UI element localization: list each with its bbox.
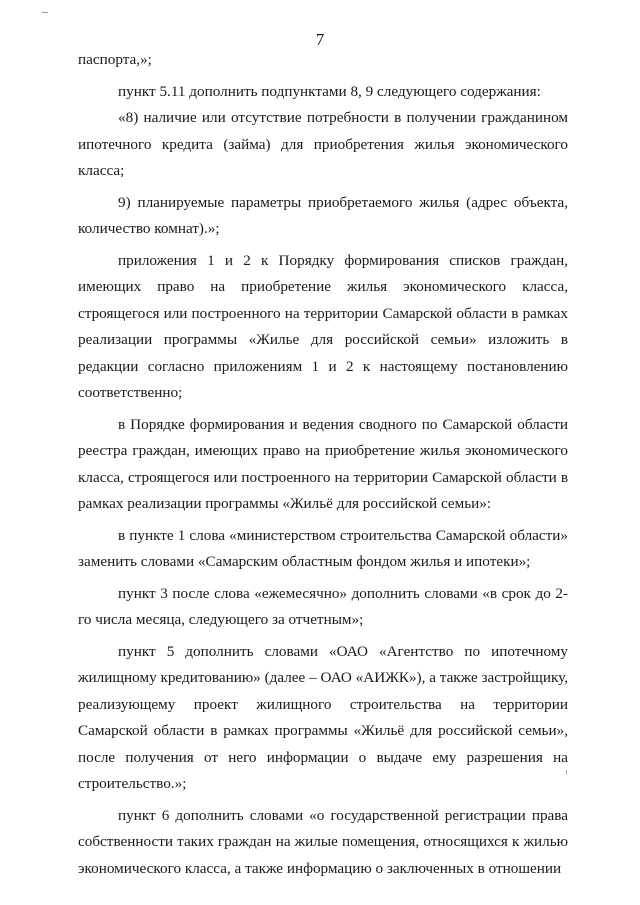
paragraph: пункт 5.11 дополнить подпунктами 8, 9 следующего содержания:: [118, 82, 541, 100]
paragraph: приложения 1 и 2 к Порядку формирования списков граждан, имеющих право на приобретение жилья экономического класса, строящегося или построенного на территории Самарской области в рамках реализации программы «Жилье для российской семьи» изложить в редакции согласно приложениям 1 и 2 к настоящему постановлению соответственно;: [78, 251, 568, 401]
page-number: 7: [315, 30, 325, 49]
paragraph: «8) наличие или отсутствие потребности в получении гражданином ипотечного кредита (займа) для приобретения жилья экономического класса;: [78, 109, 568, 179]
paragraph: пункт 3 после слова «ежемесячно» дополнить словами «в срок до 2-го числа месяца, следующего за отчетным»;: [78, 584, 568, 628]
paragraph: в Порядке формирования и ведения сводного по Самарской области реестра граждан, имеющих право на приобретение жилья экономического класса, строящегося или построенного на территории Самарской области в рамках реализации программы «Жильё для российской семьи»:: [78, 415, 568, 512]
scan-mark: [42, 12, 48, 13]
document-body: [78, 47, 568, 882]
paragraph: пункт 6 дополнить словами «о государственной регистрации права собственности таких граждан на жилые помещения, относящихся к жилью экономического класса, а также информацию о заключенных в отношении: [78, 806, 568, 877]
paragraph: пункт 5 дополнить словами «ОАО «Агентство по ипотечному жилищному кредитованию» (далее – ОАО «АИЖК»), а также застройщику, реализующему проект жилищного строительства на территории Самарской области в рамках программы «Жильё для российской семьи», после получения от него информации о выдаче ему разрешения на строительство.»;: [78, 642, 568, 792]
paragraph: 9) планируемые параметры приобретаемого жилья (адрес объекта, количество комнат).»;: [78, 193, 568, 237]
paragraph: в пункте 1 слова «министерством строительства Самарской области» заменить словами «Самарским областным фондом жилья и ипотеки»;: [78, 526, 568, 570]
paragraph: паспорта,»;: [78, 51, 152, 68]
